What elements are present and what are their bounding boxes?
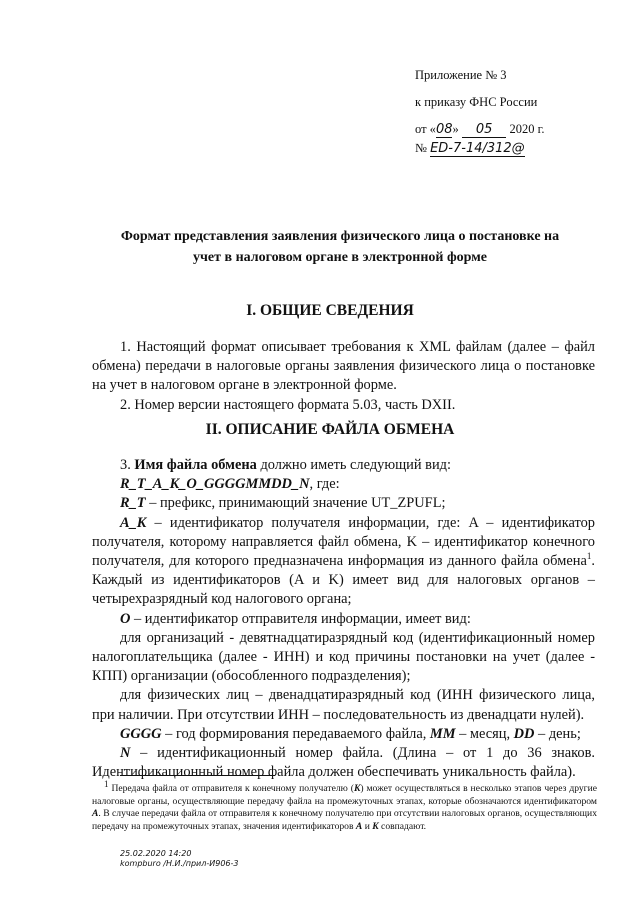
definition-o: O – идентификатор отправителя информации, имеет вид: (120, 610, 471, 627)
appendix-block (415, 62, 545, 162)
definition-o-organizations: для организаций - девятнадцатиразрядный код (идентификационный номер налогоплательщика (далее - ИНН) и код причины постановки на учет (далее - КПП) организации (обособленного подразделения); (92, 629, 595, 685)
handwritten-day: 08 (435, 122, 453, 137)
definition-rt: R_T – префикс, принимающий значение UT_ZPUFL; (120, 495, 446, 512)
appendix-number: № ED-7-14/312@ (415, 141, 525, 156)
section-heading-general: I. ОБЩИЕ СВЕДЕНИЯ (246, 302, 414, 319)
definition-date: GGGG – год формирования передаваемого файла, MM – месяц, DD – день; (120, 725, 581, 742)
handwritten-month: 05 (462, 123, 507, 138)
definition-n: N – идентификационный номер файла. (Длина – от 1 до 36 знаков. Идентификационный номер файла должен обеспечивать уникальность файла). (92, 745, 595, 781)
appendix-date: от «08» 05 2020 г. (415, 122, 545, 137)
filename-pattern: R_T_A_K_O_GGGGMMDD_N, где: (120, 476, 340, 493)
paragraph-1: 1. Настоящий формат описывает требования к XML файлам (далее – файл обмена) передачи в налоговые органы заявления физического лица о постановке на учет в налоговом органе в электронной форме. (92, 339, 595, 394)
appendix-order: к приказу ФНС России (415, 95, 538, 109)
definition-o-individuals: для физических лиц – двенадцатиразрядный код (ИНН физического лица, при наличии. При отсутствии ИНН – последовательность из двенадцати нулей). (92, 687, 595, 723)
footnote-ref: 1 (586, 551, 592, 562)
handwritten-order-number: ED-7-14/312@ (430, 141, 525, 156)
footnote-divider (120, 775, 275, 776)
section1-body (92, 338, 595, 415)
paragraph-3: 3. Имя файла обмена должно иметь следующий вид: (120, 457, 451, 473)
paragraph-2: 2. Номер версии настоящего формата 5.03, часть DXII. (120, 396, 456, 413)
print-stamp: 25.02.2020 14:20 kompburo /Н.И./прил-И906-3 (120, 849, 239, 868)
section-heading-exchange-file: II. ОПИСАНИЕ ФАЙЛА ОБМЕНА (205, 421, 455, 438)
appendix-title: Приложение № 3 (415, 68, 507, 82)
document-title: Формат представления заявления физического лица о постановке на учет в налоговом органе в электронной форме (120, 229, 560, 265)
definition-ak: A_K – идентификатор получателя информации, где: A – идентификатор получателя, которому направляется файл обмена, K – идентификатор конечного получателя, для которого предназначена информация из данного файла обмена$^1$. Каждый из идентификаторов (A и K) имеет вид для налоговых органов – четырехразрядный код налогового органа; (92, 514, 595, 608)
footnote: $^1$ Передача файла от отправителя к конечному получателю (K) может осуществляться в несколько этапов через другие налоговые органы, осуществляющие передачу файла на промежуточных этапах, которые обозначаются идентификатором A. В случае передачи файла от отправителя к конечному получателю при отсутствии налоговых органов, осуществляющих передачу на промежуточных этапах, значения идентификаторов A и K совпадают. (92, 778, 597, 832)
section2-body (92, 456, 595, 782)
